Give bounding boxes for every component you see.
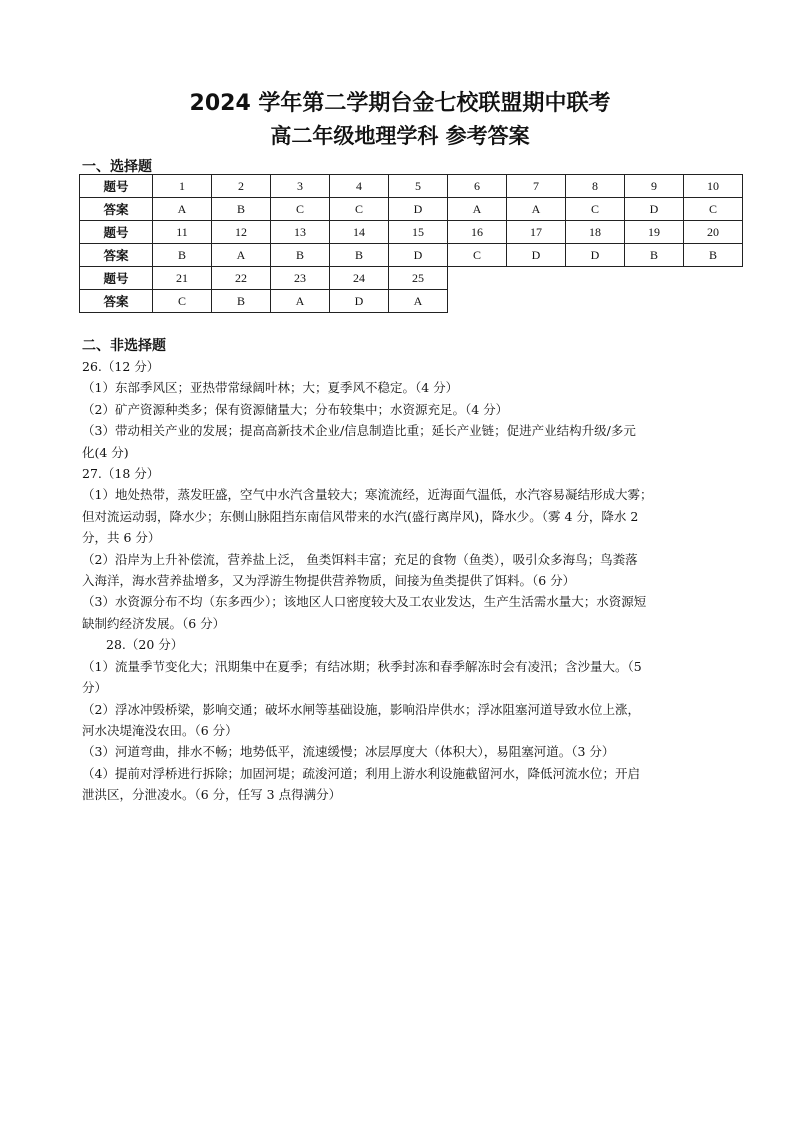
answer-line: 分）	[82, 680, 108, 696]
answer-line: （4）提前对浮桥进行拆除；加固河堤；疏浚河道；利用上游水利设施截留河水，降低河流水位；开启	[82, 765, 640, 781]
answer-line: （3）带动相关产业的发展；提高高新技术企业/信息制造比重；延长产业链；促进产业结构升级/多元	[82, 423, 636, 439]
answer-line: （2）矿产资源种类多；保有资源储量大；分布较集中；水资源充足。（4 分）	[82, 401, 509, 417]
question-number: 14	[330, 221, 389, 244]
question-number: 8	[566, 175, 625, 198]
question-number: 15	[389, 221, 448, 244]
table-row	[80, 221, 743, 244]
answer-cell: D	[389, 244, 448, 267]
answer-line: （3）水资源分布不均（东多西少）；该地区人口密度较大及工农业发达，生产生活需水量大；水资源短	[82, 594, 647, 610]
question-number: 2	[212, 175, 271, 198]
empty-cell	[448, 290, 743, 313]
answer-line: 泄洪区，分泄凌水。（6 分，任写 3 点得满分）	[82, 787, 342, 803]
question-number: 9	[625, 175, 684, 198]
question-number: 10	[684, 175, 743, 198]
answer-line: 河水决堤淹没农田。（6 分）	[82, 722, 238, 738]
section-heading-choice: 一、选择题	[82, 159, 152, 175]
row-label: 答案	[80, 198, 153, 221]
question-number: 24	[330, 267, 389, 290]
row-label: 答案	[80, 290, 153, 313]
doc-title: 2024 学年第二学期台金七校联盟期中联考	[189, 91, 611, 116]
answer-cell: A	[448, 198, 507, 221]
answer-line: （1）东部季风区；亚热带常绿阔叶林；大；夏季风不稳定。（4 分）	[82, 380, 459, 396]
answer-line: 分，共 6 分）	[82, 530, 161, 546]
question-header: 26.（12 分）	[82, 359, 160, 374]
question-number: 20	[684, 221, 743, 244]
answer-cell: B	[153, 244, 212, 267]
question-number: 16	[448, 221, 507, 244]
answer-cell: B	[684, 244, 743, 267]
question-header: 28.（20 分）	[106, 637, 184, 653]
table-row	[80, 198, 743, 221]
question-number: 4	[330, 175, 389, 198]
answer-line: 化(4 分)	[82, 444, 129, 460]
answer-cell: A	[507, 198, 566, 221]
question-number: 22	[212, 267, 271, 290]
answer-line: （2）沿岸为上升补偿流，营养盐上泛， 鱼类饵料丰富；充足的食物（鱼类），吸引众多海鸟；鸟粪落	[82, 551, 638, 567]
question-number: 18	[566, 221, 625, 244]
answer-cell: B	[212, 198, 271, 221]
answer-cell: B	[271, 244, 330, 267]
row-label: 题号	[80, 267, 153, 290]
question-number: 19	[625, 221, 684, 244]
answer-line: 但对流运动弱，降水少；东侧山脉阻挡东南信风带来的水汽(盛行离岸风)，降水少。（雾 4 分，降水 2	[82, 508, 639, 524]
question-number: 7	[507, 175, 566, 198]
answer-cell: C	[684, 198, 743, 221]
answer-cell: A	[153, 198, 212, 221]
question-number: 13	[271, 221, 330, 244]
answer-table	[79, 174, 743, 313]
question-number: 6	[448, 175, 507, 198]
answer-cell: C	[330, 198, 389, 221]
answer-line: 缺制约经济发展。（6 分）	[82, 615, 226, 631]
answer-cell: B	[625, 244, 684, 267]
row-label: 答案	[80, 244, 153, 267]
answer-line: （2）浮冰冲毁桥梁，影响交通；破坏水闸等基础设施，影响沿岸供水；浮冰阻塞河道导致水位上涨，	[82, 701, 640, 717]
answer-cell: C	[271, 198, 330, 221]
answer-cell: A	[212, 244, 271, 267]
question-number: 25	[389, 267, 448, 290]
answer-cell: D	[625, 198, 684, 221]
table-row	[80, 175, 743, 198]
table-row	[80, 244, 743, 267]
section-heading-nonchoice: 二、非选择题	[82, 338, 166, 354]
answer-cell: D	[507, 244, 566, 267]
answer-cell: C	[448, 244, 507, 267]
answer-line: （1）流量季节变化大；汛期集中在夏季；有结冰期；秋季封冻和春季解冻时会有凌汛；含沙量大。（5	[82, 658, 642, 674]
doc-subtitle: 高二年级地理学科 参考答案	[270, 124, 530, 148]
answer-cell: D	[389, 198, 448, 221]
question-number: 17	[507, 221, 566, 244]
answer-cell: C	[153, 290, 212, 313]
row-label: 题号	[80, 221, 153, 244]
table-row	[80, 290, 743, 313]
question-number: 3	[271, 175, 330, 198]
answer-cell: C	[566, 198, 625, 221]
question-number: 11	[153, 221, 212, 244]
answer-line: （1）地处热带，蒸发旺盛，空气中水汽含量较大；寒流流经，近海面气温低，水汽容易凝结形成大雾；	[82, 487, 653, 503]
answer-cell: B	[212, 290, 271, 313]
question-number: 21	[153, 267, 212, 290]
answer-cell: A	[271, 290, 330, 313]
answer-line: （3）河道弯曲，排水不畅；地势低平，流速缓慢；冰层厚度大（体积大），易阻塞河道。（3 分）	[82, 744, 615, 760]
answer-cell: A	[389, 290, 448, 313]
table-row	[80, 267, 743, 290]
answer-cell: D	[566, 244, 625, 267]
empty-cell	[448, 267, 743, 290]
answer-cell: B	[330, 244, 389, 267]
question-number: 12	[212, 221, 271, 244]
answer-body	[82, 356, 722, 806]
answer-cell: D	[330, 290, 389, 313]
question-number: 23	[271, 267, 330, 290]
question-number: 1	[153, 175, 212, 198]
answer-line: 入海洋，海水营养盐增多，又为浮游生物提供营养物质，间接为鱼类提供了饵料。（6 分）	[82, 573, 576, 589]
question-number: 5	[389, 175, 448, 198]
question-header: 27.（18 分）	[82, 466, 160, 482]
row-label: 题号	[80, 175, 153, 198]
